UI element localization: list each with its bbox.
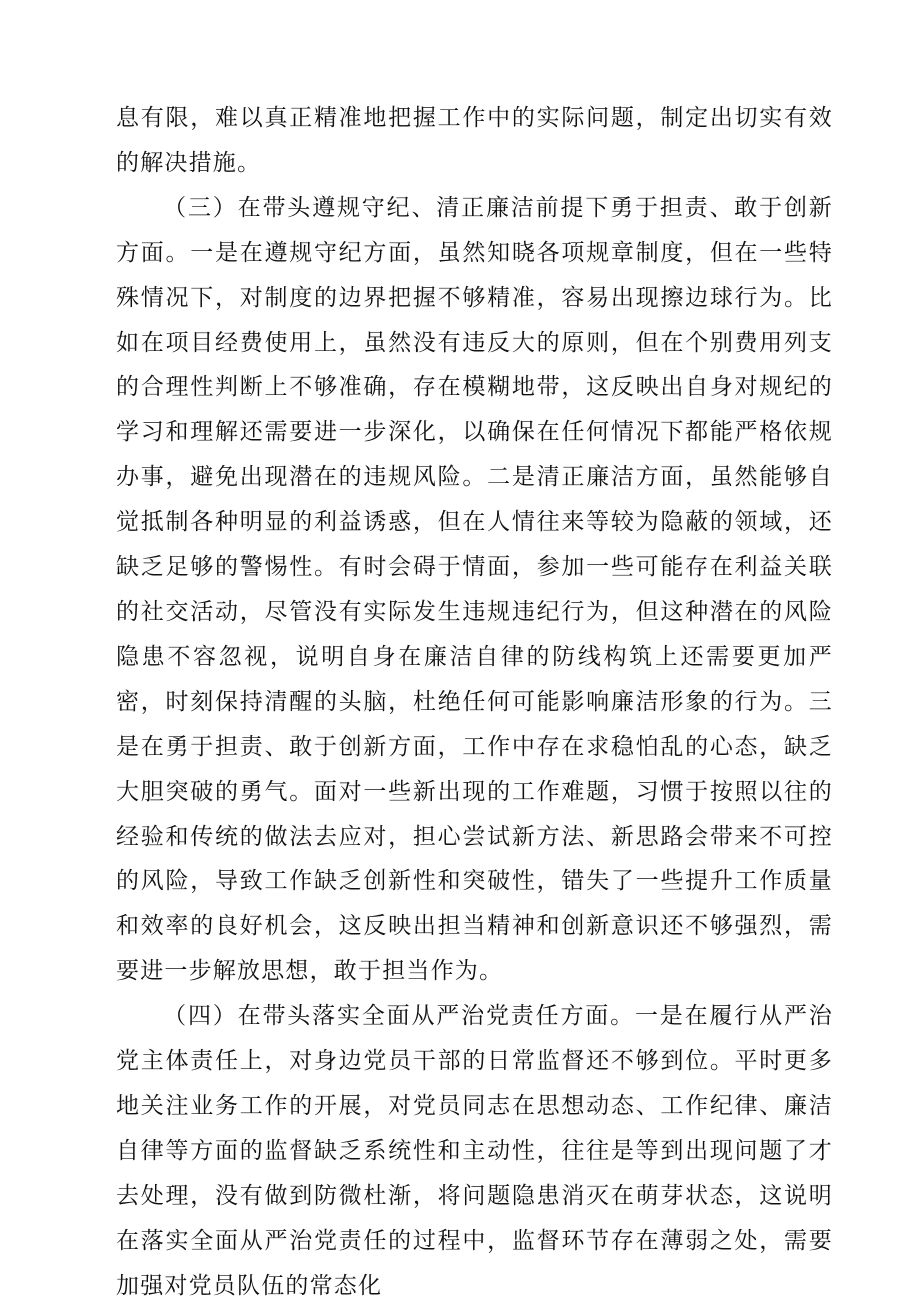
paragraph-continuation: 息有限，难以真正精准地把握工作中的实际问题，制定出切实有效的解决措施。: [116, 105, 833, 176]
paragraph-section-4: （四）在带头落实全面从严治党责任方面。一是在履行从严治党主体责任上，对身边党员干部的日常监督还不够到位。平时更多地关注业务工作的开展，对党员同志在思想动态、工作纪律、廉洁自律等方面的监督缺乏系统性和主动性，往往是等到出现问题了才去处理，没有做到防微杜渐，将问题隐患消灭在萌芽状态，这说明在落实全面从严治党责任的过程中，监督环节存在薄弱之处，需要加强对党员队伍的常态化: [116, 1003, 833, 1299]
paragraph-section-3: （三）在带头遵规守纪、清正廉洁前提下勇于担责、敢于创新方面。一是在遵规守纪方面，虽然知晓各项规章制度，但在一些特殊情况下，对制度的边界把握不够精准，容易出现擦边球行为。比如在项目经费使用上，虽然没有违反大的原则，但在个别费用列支的合理性判断上不够准确，存在模糊地带，这反映出自身对规纪的学习和理解还需要进一步深化，以确保在任何情况下都能严格依规办事，避免出现潜在的违规风险。二是清正廉洁方面，虽然能够自觉抵制各种明显的利益诱惑，但在人情往来等较为隐蔽的领域，还缺乏足够的警惕性。有时会碍于情面，参加一些可能存在利益关联的社交活动，尽管没有实际发生违规违纪行为，但这种潜在的风险隐患不容忽视，说明自身在廉洁自律的防线构筑上还需要更加严密，时刻保持清醒的头脑，杜绝任何可能影响廉洁形象的行为。三是在勇于担责、敢于创新方面，工作中存在求稳怕乱的心态，缺乏大胆突破的勇气。面对一些新出现的工作难题，习惯于按照以往的经验和传统的做法去应对，担心尝试新方法、新思路会带来不可控的风险，导致工作缺乏创新性和突破性，错失了一些提升工作质量和效率的良好机会，这反映出担当精神和创新意识还不够强烈，需要进一步解放思想，敢于担当作为。: [116, 194, 833, 985]
body-text: [116, 96, 833, 1308]
